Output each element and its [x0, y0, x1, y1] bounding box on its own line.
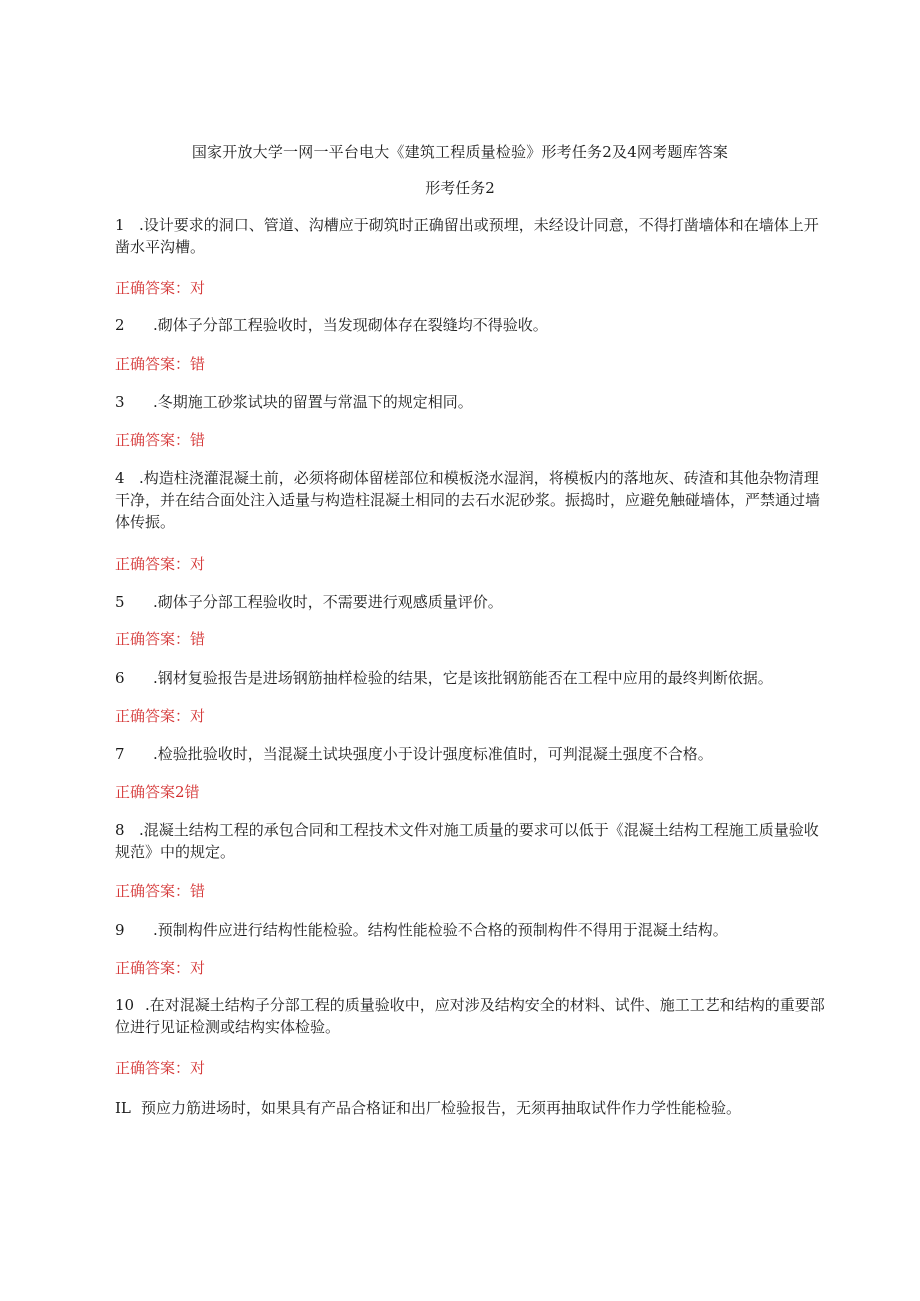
question-text: .检验批验收时，当混凝土试块强度小于设计强度标准值时，可判混凝土强度不合格。 — [153, 745, 713, 763]
question-item — [115, 214, 830, 258]
question-item — [115, 919, 830, 941]
question-number: 9 — [115, 921, 125, 939]
question-number: 6 — [115, 669, 125, 687]
answer-text: 正确答案：错 — [115, 355, 206, 373]
answer-text: 正确答案2错 — [115, 783, 200, 801]
question-number: 3 — [115, 393, 125, 411]
question-item — [115, 391, 830, 413]
question-number: 2 — [115, 316, 125, 334]
question-item — [115, 819, 830, 863]
answer-text: 正确答案：对 — [115, 1059, 206, 1077]
question-item — [115, 994, 830, 1038]
question-item — [115, 1097, 830, 1119]
section-title: 形考任务2 — [425, 179, 495, 197]
question-number: 5 — [115, 593, 125, 611]
question-text: .冬期施工砂浆试块的留置与常温下的规定相同。 — [153, 393, 473, 411]
answer-text: 正确答案：对 — [115, 707, 206, 725]
question-text: .构造柱浇灌混凝土前，必须将砌体留槎部位和模板浇水湿润，将模板内的落地灰、砖渣和其他杂物清理干净，并在结合面处注入适量与构造柱混凝土相同的去石水泥砂浆。振捣时，应避免触碰墙体，严禁通过墙体传振。 — [115, 469, 821, 531]
question-text: 预应力筋进场时，如果具有产品合格证和出厂检验报告，无须再抽取试件作力学性能检验。 — [141, 1099, 742, 1117]
question-number: 10 — [115, 996, 135, 1014]
question-item — [115, 314, 830, 336]
question-text: .设计要求的洞口、管道、沟槽应于砌筑时正确留出或预埋，未经设计同意，不得打凿墙体和在墙体上开凿水平沟槽。 — [115, 216, 819, 256]
answer-text: 正确答案：错 — [115, 431, 206, 449]
question-number: IL — [115, 1099, 131, 1117]
question-number: 8 — [115, 821, 125, 839]
document-title: 国家开放大学一网一平台电大《建筑工程质量检验》形考任务2及4网考题库答案 — [191, 143, 729, 161]
question-item — [115, 667, 830, 689]
question-number: 4 — [115, 469, 125, 487]
question-item — [115, 743, 830, 765]
question-text: .砌体子分部工程验收时，当发现砌体存在裂缝均不得验收。 — [153, 316, 548, 334]
answer-text: 正确答案：对 — [115, 279, 206, 297]
question-item — [115, 467, 830, 533]
question-item — [115, 591, 830, 613]
question-number: 7 — [115, 745, 125, 763]
question-text: .在对混凝土结构子分部工程的质量验收中，应对涉及结构安全的材料、试件、施工工艺和结构的重要部位进行见证检测或结构实体检验。 — [115, 996, 825, 1036]
answer-text: 正确答案：错 — [115, 882, 206, 900]
answer-text: 正确答案：对 — [115, 555, 206, 573]
question-text: .砌体子分部工程验收时，不需要进行观感质量评价。 — [153, 593, 503, 611]
question-text: .预制构件应进行结构性能检验。结构性能检验不合格的预制构件不得用于混凝土结构。 — [153, 921, 728, 939]
question-text: .钢材复验报告是进场钢筋抽样检验的结果，它是该批钢筋能否在工程中应用的最终判断依据。 — [153, 669, 773, 687]
answer-text: 正确答案：对 — [115, 959, 206, 977]
answer-text: 正确答案：错 — [115, 630, 206, 648]
question-number: 1 — [115, 216, 125, 234]
question-text: .混凝土结构工程的承包合同和工程技术文件对施工质量的要求可以低于《混凝土结构工程施工质量验收规范》中的规定。 — [115, 821, 819, 861]
